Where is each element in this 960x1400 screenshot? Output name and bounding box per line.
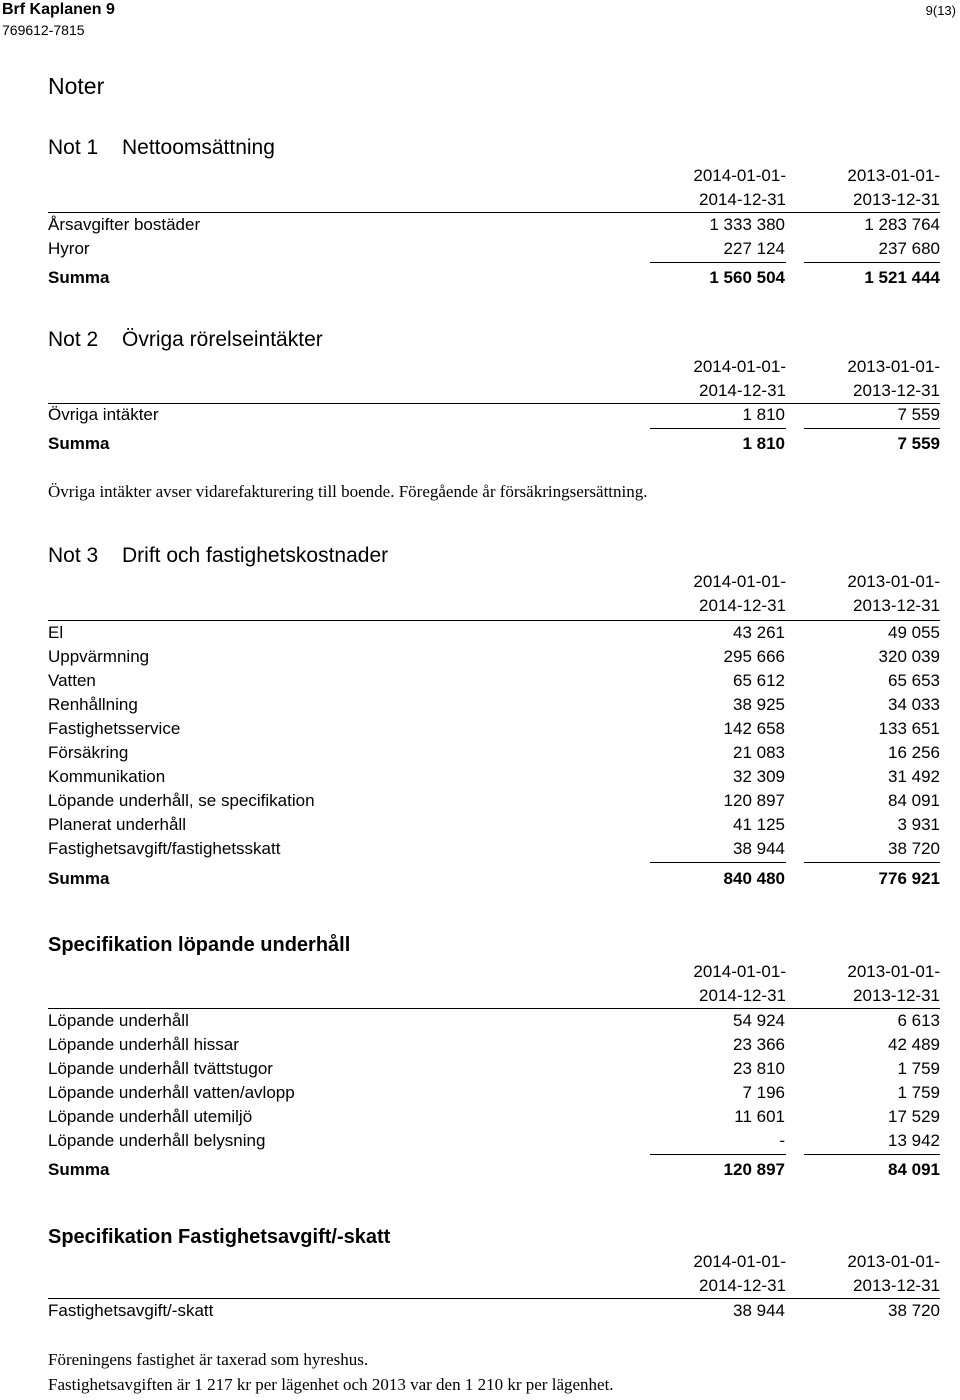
row-label: Fastighetsservice — [48, 719, 181, 738]
note-1-title — [48, 136, 275, 160]
sum-rule — [804, 862, 940, 863]
period-start: 2013-01-01- — [847, 357, 940, 376]
table-row — [48, 789, 940, 813]
period-start: 2013-01-01- — [847, 1252, 940, 1271]
row-label: Löpande underhåll vatten/avlopp — [48, 1083, 295, 1102]
period-header-2013 — [780, 164, 940, 212]
period-start: 2014-01-01- — [693, 962, 786, 981]
value-2013: 16 256 — [888, 743, 940, 762]
sum-row — [48, 266, 940, 290]
value-2013: 17 529 — [888, 1107, 940, 1126]
period-end: 2014-12-31 — [699, 1276, 786, 1295]
sum-2013: 7 559 — [897, 434, 940, 453]
sum-rule — [650, 262, 786, 263]
period-start: 2014-01-01- — [693, 166, 786, 185]
value-2014: 23 810 — [733, 1059, 785, 1078]
note-2-number: Not 2 — [48, 328, 99, 351]
value-2014: 142 658 — [723, 719, 785, 738]
period-end: 2014-12-31 — [699, 381, 786, 400]
note-3-title — [48, 544, 388, 568]
row-label: Uppvärmning — [48, 647, 150, 666]
value-2013: 38 720 — [888, 839, 940, 858]
property-tax-spec-title: Specifikation Fastighetsavgift/-skatt — [48, 1226, 391, 1248]
sum-rule — [804, 428, 940, 429]
row-label: Årsavgifter bostäder — [48, 215, 201, 234]
value-2013: 237 680 — [878, 239, 940, 258]
value-2013: 38 720 — [888, 1301, 940, 1320]
value-2013: 1 283 764 — [864, 215, 940, 234]
sum-row — [48, 432, 940, 456]
value-2014: 65 612 — [733, 671, 785, 690]
value-2014: 227 124 — [723, 239, 785, 258]
value-2014: 43 261 — [733, 623, 785, 642]
note-2-title — [48, 328, 323, 352]
note-2-name: Övriga rörelseintäkter — [122, 328, 323, 351]
page-number: 9(13) — [925, 3, 956, 18]
period-start: 2014-01-01- — [693, 357, 786, 376]
table-row — [48, 1009, 940, 1033]
row-label: Löpande underhåll, se specifikation — [48, 791, 315, 810]
table-row — [48, 237, 940, 261]
value-2014: 1 810 — [742, 405, 785, 424]
sum-2013: 1 521 444 — [864, 268, 940, 287]
table-row — [48, 1129, 940, 1153]
period-end: 2014-12-31 — [699, 986, 786, 1005]
sum-rule — [650, 428, 786, 429]
table-row — [48, 765, 940, 789]
value-2013: 13 942 — [888, 1131, 940, 1150]
value-2013: 84 091 — [888, 791, 940, 810]
period-start: 2014-01-01- — [693, 572, 786, 591]
sum-2013: 776 921 — [878, 869, 940, 888]
value-2014: 23 366 — [733, 1035, 785, 1054]
sum-label: Summa — [48, 268, 110, 287]
period-header-2013 — [780, 1250, 940, 1298]
value-2013: 1 759 — [897, 1059, 940, 1078]
period-end: 2013-12-31 — [853, 381, 940, 400]
property-tax-note-1: Föreningens fastighet är taxerad som hyreshus. — [48, 1350, 369, 1369]
value-2014: 32 309 — [733, 767, 785, 786]
period-start: 2014-01-01- — [693, 1252, 786, 1271]
period-header-2014 — [626, 1250, 786, 1298]
value-2013: 31 492 — [888, 767, 940, 786]
value-2014: 38 944 — [733, 839, 785, 858]
period-header-2013 — [780, 355, 940, 403]
table-row — [48, 1033, 940, 1057]
value-2014: 38 944 — [733, 1301, 785, 1320]
row-label: Fastighetsavgift/fastighetsskatt — [48, 839, 281, 858]
row-label: Fastighetsavgift/-skatt — [48, 1301, 214, 1320]
row-label: Löpande underhåll belysning — [48, 1131, 266, 1150]
period-header-2014 — [626, 355, 786, 403]
value-2014: 38 925 — [733, 695, 785, 714]
sum-2014: 840 480 — [723, 869, 785, 888]
value-2014: 295 666 — [723, 647, 785, 666]
period-end: 2014-12-31 — [699, 596, 786, 615]
table-row — [48, 1057, 940, 1081]
value-2013: 133 651 — [878, 719, 940, 738]
sum-label: Summa — [48, 1160, 110, 1179]
table-row — [48, 693, 940, 717]
period-end: 2013-12-31 — [853, 596, 940, 615]
value-2014: - — [779, 1131, 785, 1150]
table-row — [48, 1299, 940, 1323]
row-label: Försäkring — [48, 743, 129, 762]
note-3-number: Not 3 — [48, 544, 99, 567]
period-end: 2014-12-31 — [699, 190, 786, 209]
period-header-2014 — [626, 164, 786, 212]
sum-2014: 1 560 504 — [709, 268, 785, 287]
sum-rule — [650, 862, 786, 863]
period-header-2014 — [626, 960, 786, 1008]
row-label: Planerat underhåll — [48, 815, 186, 834]
period-end: 2013-12-31 — [853, 190, 940, 209]
organization-name: Brf Kaplanen 9 — [2, 1, 115, 18]
value-2013: 6 613 — [897, 1011, 940, 1030]
sum-2014: 120 897 — [723, 1160, 785, 1179]
page-title: Noter — [48, 73, 105, 99]
row-label: Vatten — [48, 671, 96, 690]
value-2013: 1 759 — [897, 1083, 940, 1102]
value-2013: 65 653 — [888, 671, 940, 690]
table-row — [48, 717, 940, 741]
row-label: Hyror — [48, 239, 90, 258]
row-label: El — [48, 623, 64, 642]
value-2013: 49 055 — [888, 623, 940, 642]
value-2014: 41 125 — [733, 815, 785, 834]
table-row — [48, 813, 940, 837]
sum-label: Summa — [48, 869, 110, 888]
maintenance-spec-title: Specifikation löpande underhåll — [48, 934, 351, 956]
sum-rule — [650, 1154, 786, 1155]
value-2013: 3 931 — [897, 815, 940, 834]
period-start: 2013-01-01- — [847, 572, 940, 591]
sum-2014: 1 810 — [742, 434, 785, 453]
value-2013: 34 033 — [888, 695, 940, 714]
period-start: 2013-01-01- — [847, 962, 940, 981]
value-2014: 7 196 — [742, 1083, 785, 1102]
period-header-2013 — [780, 570, 940, 618]
period-header-2013 — [780, 960, 940, 1008]
row-label: Löpande underhåll utemiljö — [48, 1107, 253, 1126]
sum-row — [48, 1158, 940, 1182]
table-row — [48, 403, 940, 427]
note-2-comment: Övriga intäkter avser vidarefakturering till boende. Föregående år försäkringsersättning. — [48, 482, 648, 501]
row-label: Kommunikation — [48, 767, 166, 786]
period-header-2014 — [626, 570, 786, 618]
table-row — [48, 1081, 940, 1105]
value-2014: 11 601 — [734, 1107, 785, 1126]
row-label: Löpande underhåll hissar — [48, 1035, 239, 1054]
note-1-name: Nettoomsättning — [122, 136, 275, 159]
period-end: 2013-12-31 — [853, 986, 940, 1005]
table-row — [48, 213, 940, 237]
table-row — [48, 837, 940, 861]
period-start: 2013-01-01- — [847, 166, 940, 185]
value-2014: 120 897 — [723, 791, 785, 810]
sum-rule — [804, 1154, 940, 1155]
period-end: 2013-12-31 — [853, 1276, 940, 1295]
value-2013: 42 489 — [888, 1035, 940, 1054]
value-2014: 54 924 — [733, 1011, 785, 1030]
value-2014: 1 333 380 — [709, 215, 785, 234]
property-tax-note-2: Fastighetsavgiften är 1 217 kr per lägenhet och 2013 var den 1 210 kr per lägenhet. — [48, 1375, 614, 1394]
table-row — [48, 1105, 940, 1129]
table-row — [48, 669, 940, 693]
table-row — [48, 741, 940, 765]
row-label: Övriga intäkter — [48, 405, 159, 424]
table-row — [48, 621, 940, 645]
sum-rule — [804, 262, 940, 263]
value-2013: 7 559 — [897, 405, 940, 424]
page-header — [0, 0, 960, 44]
sum-row — [48, 867, 940, 891]
value-2013: 320 039 — [878, 647, 940, 666]
value-2014: 21 083 — [733, 743, 785, 762]
row-label: Löpande underhåll tvättstugor — [48, 1059, 273, 1078]
note-3-name: Drift och fastighetskostnader — [122, 544, 389, 567]
table-row — [48, 645, 940, 669]
row-label: Renhållning — [48, 695, 138, 714]
sum-label: Summa — [48, 434, 110, 453]
row-label: Löpande underhåll — [48, 1011, 189, 1030]
note-1-number: Not 1 — [48, 136, 99, 159]
organization-number: 769612-7815 — [2, 22, 85, 38]
sum-2013: 84 091 — [888, 1160, 940, 1179]
